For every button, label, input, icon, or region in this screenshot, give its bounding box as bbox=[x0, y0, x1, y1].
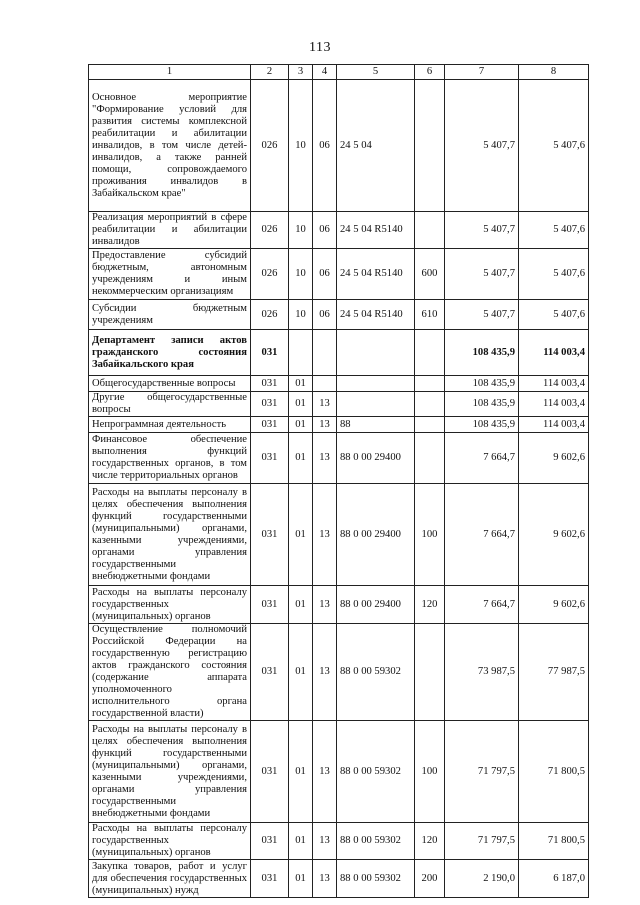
row-section-code: 10 bbox=[289, 249, 313, 300]
row-sum-year1: 5 407,7 bbox=[445, 300, 519, 330]
row-name: Расходы на выплаты персоналу государственных (муниципальных) органов bbox=[89, 823, 251, 860]
row-name: Расходы на выплаты персоналу государственных (муниципальных) органов bbox=[89, 586, 251, 624]
row-sum-year2: 5 407,6 bbox=[519, 300, 589, 330]
row-target-code: 24 5 04 R5140 bbox=[337, 249, 415, 300]
table-row bbox=[89, 721, 589, 823]
row-subsection-code bbox=[313, 330, 337, 376]
row-subsection-code: 13 bbox=[313, 484, 337, 586]
table-row bbox=[89, 823, 589, 860]
row-sum-year1: 7 664,7 bbox=[445, 484, 519, 586]
row-ministry-code: 031 bbox=[251, 376, 289, 392]
row-expense-type bbox=[415, 212, 445, 249]
row-expense-type bbox=[415, 624, 445, 721]
row-sum-year2: 5 407,6 bbox=[519, 249, 589, 300]
row-sum-year1: 108 435,9 bbox=[445, 376, 519, 392]
row-subsection-code: 13 bbox=[313, 860, 337, 898]
table-row bbox=[89, 433, 589, 484]
row-sum-year1: 5 407,7 bbox=[445, 80, 519, 212]
row-ministry-code: 031 bbox=[251, 433, 289, 484]
table-row bbox=[89, 624, 589, 721]
page-number: 113 bbox=[309, 40, 331, 55]
row-section-code: 01 bbox=[289, 624, 313, 721]
row-section-code: 01 bbox=[289, 586, 313, 624]
row-section-code: 10 bbox=[289, 300, 313, 330]
table-row bbox=[89, 249, 589, 300]
row-section-code: 10 bbox=[289, 80, 313, 212]
row-ministry-code: 031 bbox=[251, 586, 289, 624]
row-section-code: 01 bbox=[289, 721, 313, 823]
row-expense-type: 100 bbox=[415, 484, 445, 586]
row-target-code: 24 5 04 R5140 bbox=[337, 300, 415, 330]
row-ministry-code: 026 bbox=[251, 249, 289, 300]
row-section-code bbox=[289, 330, 313, 376]
row-sum-year2: 71 800,5 bbox=[519, 721, 589, 823]
table-row bbox=[89, 586, 589, 624]
row-ministry-code: 031 bbox=[251, 330, 289, 376]
row-sum-year2: 114 003,4 bbox=[519, 392, 589, 417]
row-target-code: 88 0 00 29400 bbox=[337, 484, 415, 586]
col-header-subsection: 4 bbox=[313, 65, 337, 80]
budget-table bbox=[88, 64, 589, 898]
row-section-code: 01 bbox=[289, 417, 313, 433]
row-sum-year1: 7 664,7 bbox=[445, 433, 519, 484]
row-name: Осуществление полномочий Российской Федерации на государственную регистрацию актов гражданского состояния (содержание аппарата уполномоченного исполнительного органа государственной власти) bbox=[89, 624, 251, 721]
row-sum-year1: 108 435,9 bbox=[445, 417, 519, 433]
row-section-code: 01 bbox=[289, 376, 313, 392]
row-sum-year2: 114 003,4 bbox=[519, 417, 589, 433]
row-target-code: 88 0 00 59302 bbox=[337, 721, 415, 823]
row-subsection-code: 06 bbox=[313, 300, 337, 330]
table-row bbox=[89, 484, 589, 586]
row-ministry-code: 026 bbox=[251, 80, 289, 212]
table-row bbox=[89, 300, 589, 330]
row-sum-year1: 7 664,7 bbox=[445, 586, 519, 624]
col-header-target: 5 bbox=[337, 65, 415, 80]
col-header-section: 3 bbox=[289, 65, 313, 80]
row-sum-year2: 9 602,6 bbox=[519, 484, 589, 586]
col-header-sum1: 7 bbox=[445, 65, 519, 80]
row-name: Непрограммная деятельность bbox=[89, 417, 251, 433]
row-sum-year2: 114 003,4 bbox=[519, 330, 589, 376]
row-name: Расходы на выплаты персоналу в целях обеспечения выполнения функций государственными (муниципальными) органами, казенными учреждениями, органами управления государственными внебюджетными фондами bbox=[89, 721, 251, 823]
row-target-code: 24 5 04 bbox=[337, 80, 415, 212]
row-target-code: 88 0 00 59302 bbox=[337, 823, 415, 860]
row-subsection-code: 06 bbox=[313, 212, 337, 249]
row-name: Расходы на выплаты персоналу в целях обеспечения выполнения функций государственными (муниципальными) органами, казенными учреждениями, органами управления государственными внебюджетными фондами bbox=[89, 484, 251, 586]
table-row bbox=[89, 212, 589, 249]
row-subsection-code: 13 bbox=[313, 417, 337, 433]
row-sum-year1: 108 435,9 bbox=[445, 392, 519, 417]
row-name: Предоставление субсидий бюджетным, автономным учреждениям и иным некоммерческим организациям bbox=[89, 249, 251, 300]
row-expense-type: 100 bbox=[415, 721, 445, 823]
row-expense-type: 610 bbox=[415, 300, 445, 330]
row-section-code: 10 bbox=[289, 212, 313, 249]
table-row bbox=[89, 860, 589, 898]
row-expense-type: 200 bbox=[415, 860, 445, 898]
row-section-code: 01 bbox=[289, 392, 313, 417]
table-row bbox=[89, 392, 589, 417]
row-target-code bbox=[337, 392, 415, 417]
row-expense-type bbox=[415, 330, 445, 376]
row-subsection-code: 13 bbox=[313, 624, 337, 721]
row-name: Реализация мероприятий в сфере реабилитации и абилитации инвалидов bbox=[89, 212, 251, 249]
col-header-ministry: 2 bbox=[251, 65, 289, 80]
row-expense-type bbox=[415, 80, 445, 212]
row-target-code: 88 0 00 59302 bbox=[337, 624, 415, 721]
row-section-code: 01 bbox=[289, 433, 313, 484]
row-name: Финансовое обеспечение выполнения функций государственных органов, в том числе территориальных органов bbox=[89, 433, 251, 484]
row-subsection-code: 06 bbox=[313, 80, 337, 212]
table-row bbox=[89, 80, 589, 212]
row-subsection-code: 13 bbox=[313, 721, 337, 823]
table-row bbox=[89, 330, 589, 376]
row-name: Основное мероприятие "Формирование условий для развития системы комплексной реабилитации и абилитации инвалидов, в том числе детей-инвалидов, а также ранней помощи, сопровождаемого проживания инвалидов в Забайкальском крае" bbox=[89, 80, 251, 212]
row-expense-type bbox=[415, 417, 445, 433]
row-ministry-code: 031 bbox=[251, 823, 289, 860]
row-ministry-code: 031 bbox=[251, 624, 289, 721]
col-header-name: 1 bbox=[89, 65, 251, 80]
row-sum-year1: 5 407,7 bbox=[445, 249, 519, 300]
row-expense-type: 600 bbox=[415, 249, 445, 300]
row-sum-year1: 2 190,0 bbox=[445, 860, 519, 898]
row-sum-year2: 71 800,5 bbox=[519, 823, 589, 860]
row-section-code: 01 bbox=[289, 484, 313, 586]
row-target-code: 88 0 00 29400 bbox=[337, 586, 415, 624]
row-section-code: 01 bbox=[289, 860, 313, 898]
row-sum-year2: 9 602,6 bbox=[519, 433, 589, 484]
row-section-code: 01 bbox=[289, 823, 313, 860]
row-name: Субсидии бюджетным учреждениям bbox=[89, 300, 251, 330]
row-ministry-code: 031 bbox=[251, 860, 289, 898]
row-subsection-code: 13 bbox=[313, 433, 337, 484]
row-sum-year2: 5 407,6 bbox=[519, 212, 589, 249]
row-subsection-code: 06 bbox=[313, 249, 337, 300]
row-sum-year2: 77 987,5 bbox=[519, 624, 589, 721]
row-sum-year2: 6 187,0 bbox=[519, 860, 589, 898]
row-target-code: 88 0 00 59302 bbox=[337, 860, 415, 898]
row-name: Общегосударственные вопросы bbox=[89, 376, 251, 392]
row-target-code: 88 bbox=[337, 417, 415, 433]
row-name: Департамент записи актов гражданского состояния Забайкальского края bbox=[89, 330, 251, 376]
row-expense-type bbox=[415, 376, 445, 392]
row-sum-year2: 9 602,6 bbox=[519, 586, 589, 624]
row-sum-year1: 71 797,5 bbox=[445, 721, 519, 823]
row-ministry-code: 031 bbox=[251, 392, 289, 417]
row-sum-year1: 71 797,5 bbox=[445, 823, 519, 860]
row-ministry-code: 031 bbox=[251, 721, 289, 823]
row-name: Другие общегосударственные вопросы bbox=[89, 392, 251, 417]
row-sum-year2: 114 003,4 bbox=[519, 376, 589, 392]
row-subsection-code: 13 bbox=[313, 823, 337, 860]
row-sum-year1: 73 987,5 bbox=[445, 624, 519, 721]
row-expense-type bbox=[415, 433, 445, 484]
row-subsection-code: 13 bbox=[313, 392, 337, 417]
row-target-code: 88 0 00 29400 bbox=[337, 433, 415, 484]
table-row bbox=[89, 376, 589, 392]
row-sum-year1: 5 407,7 bbox=[445, 212, 519, 249]
row-target-code: 24 5 04 R5140 bbox=[337, 212, 415, 249]
col-header-sum2: 8 bbox=[519, 65, 589, 80]
row-ministry-code: 031 bbox=[251, 417, 289, 433]
row-subsection-code: 13 bbox=[313, 586, 337, 624]
row-target-code bbox=[337, 376, 415, 392]
row-ministry-code: 031 bbox=[251, 484, 289, 586]
header-row bbox=[89, 65, 589, 80]
row-expense-type: 120 bbox=[415, 586, 445, 624]
row-expense-type bbox=[415, 392, 445, 417]
col-header-expense-type: 6 bbox=[415, 65, 445, 80]
table-row bbox=[89, 417, 589, 433]
row-sum-year1: 108 435,9 bbox=[445, 330, 519, 376]
row-sum-year2: 5 407,6 bbox=[519, 80, 589, 212]
row-subsection-code bbox=[313, 376, 337, 392]
row-expense-type: 120 bbox=[415, 823, 445, 860]
row-ministry-code: 026 bbox=[251, 212, 289, 249]
row-ministry-code: 026 bbox=[251, 300, 289, 330]
row-target-code bbox=[337, 330, 415, 376]
row-name: Закупка товаров, работ и услуг для обеспечения государственных (муниципальных) нужд bbox=[89, 860, 251, 898]
